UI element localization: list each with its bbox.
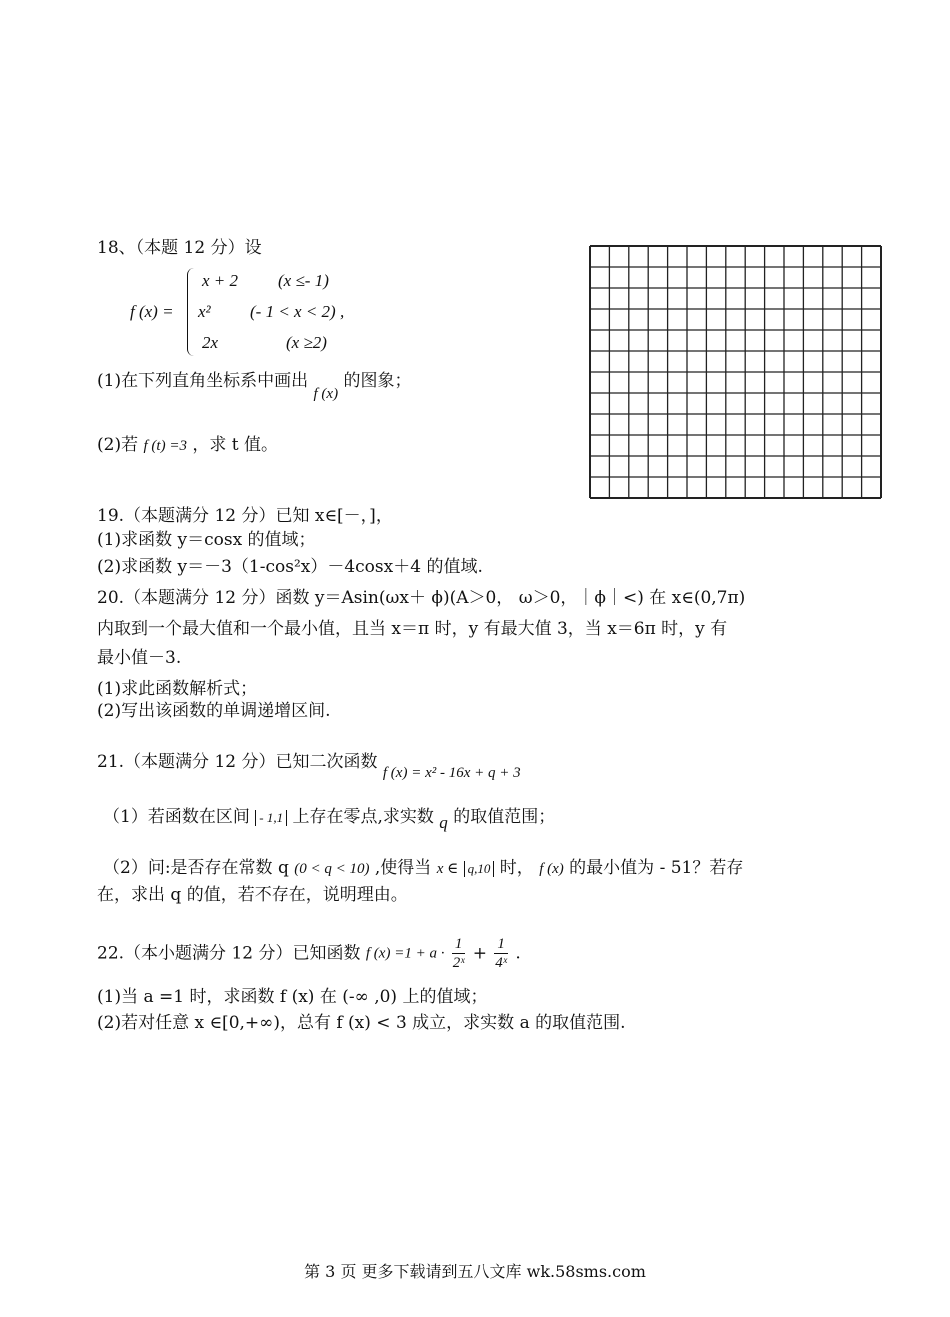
q22-frac1-num: 1 <box>452 935 466 954</box>
q22-frac1 <box>452 935 466 972</box>
q22-frac1-den: 2ˣ <box>452 955 465 971</box>
q18-part1-fx: f (x) <box>313 386 339 402</box>
q18-part2-text: (2)若 <box>97 435 139 455</box>
q21-part1-c: 的取值范围； <box>453 807 556 827</box>
q18-part2 <box>97 435 278 455</box>
q18-case2-cond: (- 1 < x < 2) , <box>250 302 345 321</box>
q18-case2-expr: x² <box>198 302 211 321</box>
piecewise-brace <box>187 268 194 356</box>
q22-fx-lhs: f (x) =1 + a · <box>365 945 445 962</box>
q22-frac2-num: 1 <box>494 935 508 954</box>
q18-case3-expr: 2x <box>202 333 219 352</box>
q21-title <box>97 752 521 781</box>
q20-part1: (1)求此函数解析式； <box>97 679 258 699</box>
q21-part2-d: 的最小值为 - 51？若存 <box>569 858 744 878</box>
q22-title-text: 22.（本小题满分 12 分）已知函数 <box>97 943 361 964</box>
q21-fx: f (x) = x² - 16x + q + 3 <box>382 765 521 781</box>
q18-title: 18、（本题 12 分）设 <box>97 238 262 258</box>
q19-title: 19.（本题满分 12 分）已知 x∈[－，]， <box>97 506 393 526</box>
q21-part1-interval: - 1,1 <box>255 810 287 826</box>
q20-line3: 最小值－3. <box>97 648 182 668</box>
q22-title <box>97 935 521 972</box>
q18-part2-tail: ，求 t 值。 <box>192 435 278 455</box>
q22-end: . <box>515 943 521 964</box>
q21-part2-line2: 在，求出 q 的值，若不存在，说明理由。 <box>97 885 408 905</box>
q22-part2: (2)若对任意 x ∈[0,+∞)，总有 f (x) < 3 成立，求实数 a 的取值范围. <box>97 1013 626 1033</box>
q18-part1-tail: 的图象； <box>343 371 412 391</box>
q21-part2-fx: f (x) <box>539 861 564 877</box>
q18-case1-expr: x + 2 <box>202 271 239 290</box>
coordinate-grid <box>588 244 883 500</box>
q21-part2 <box>103 858 743 878</box>
q21-part1 <box>103 807 556 832</box>
q19-part1: (1)求函数 y＝cosx 的值域； <box>97 530 316 550</box>
q21-part2-x: x ∈ <box>436 861 459 877</box>
q21-title-text: 21.（本题满分 12 分）已知二次函数 <box>97 752 378 772</box>
page-footer: 第 3 页 更多下载请到五八文库 wk.58sms.com <box>304 1262 646 1281</box>
q21-part2-b: ,使得当 <box>374 858 432 878</box>
q21-part1-a: （1）若函数在区间 <box>103 807 250 827</box>
q22-frac2-den: 4ˣ <box>495 955 508 971</box>
q18-part2-ft: f (t) =3 <box>143 438 187 454</box>
q21-part2-c: 时， <box>499 858 534 878</box>
q20-part2: (2)写出该函数的单调递增区间. <box>97 701 331 721</box>
q21-part2-interval: q,10 <box>464 861 495 877</box>
q20-line1: 20.（本题满分 12 分）函数 y＝Asin(ωx＋ ϕ)(A＞0， ω＞0，｜ϕ｜<) 在 x∈(0,7π) <box>97 588 746 608</box>
q18-fx-label: f (x) = <box>130 302 174 321</box>
q21-part1-b: 上存在零点,求实数 <box>292 807 434 827</box>
q19-part2: (2)求函数 y＝－3（1-cos²x）－4cosx＋4 的值域. <box>97 557 483 577</box>
q18-case3-cond: (x ≥2) <box>286 333 327 352</box>
q21-part2-a: （2）问:是否存在常数 q <box>103 858 289 878</box>
q21-part2-cond: (0 < q < 10) <box>294 861 370 877</box>
q22-part1: (1)当 a =1 时，求函数 f (x) 在 (-∞ ,0) 上的值域； <box>97 987 488 1007</box>
q22-frac2 <box>494 935 508 972</box>
q18-part1-text: (1)在下列直角坐标系中画出 <box>97 371 309 391</box>
q18-case1-cond: (x ≤- 1) <box>278 271 329 290</box>
q22-plus: + <box>472 943 488 964</box>
q21-part1-q: q <box>439 813 448 832</box>
q20-line2: 内取到一个最大值和一个最小值，且当 x＝π 时，y 有最大值 3，当 x＝6π 时，y 有 <box>97 619 728 639</box>
q18-part1 <box>97 371 412 402</box>
